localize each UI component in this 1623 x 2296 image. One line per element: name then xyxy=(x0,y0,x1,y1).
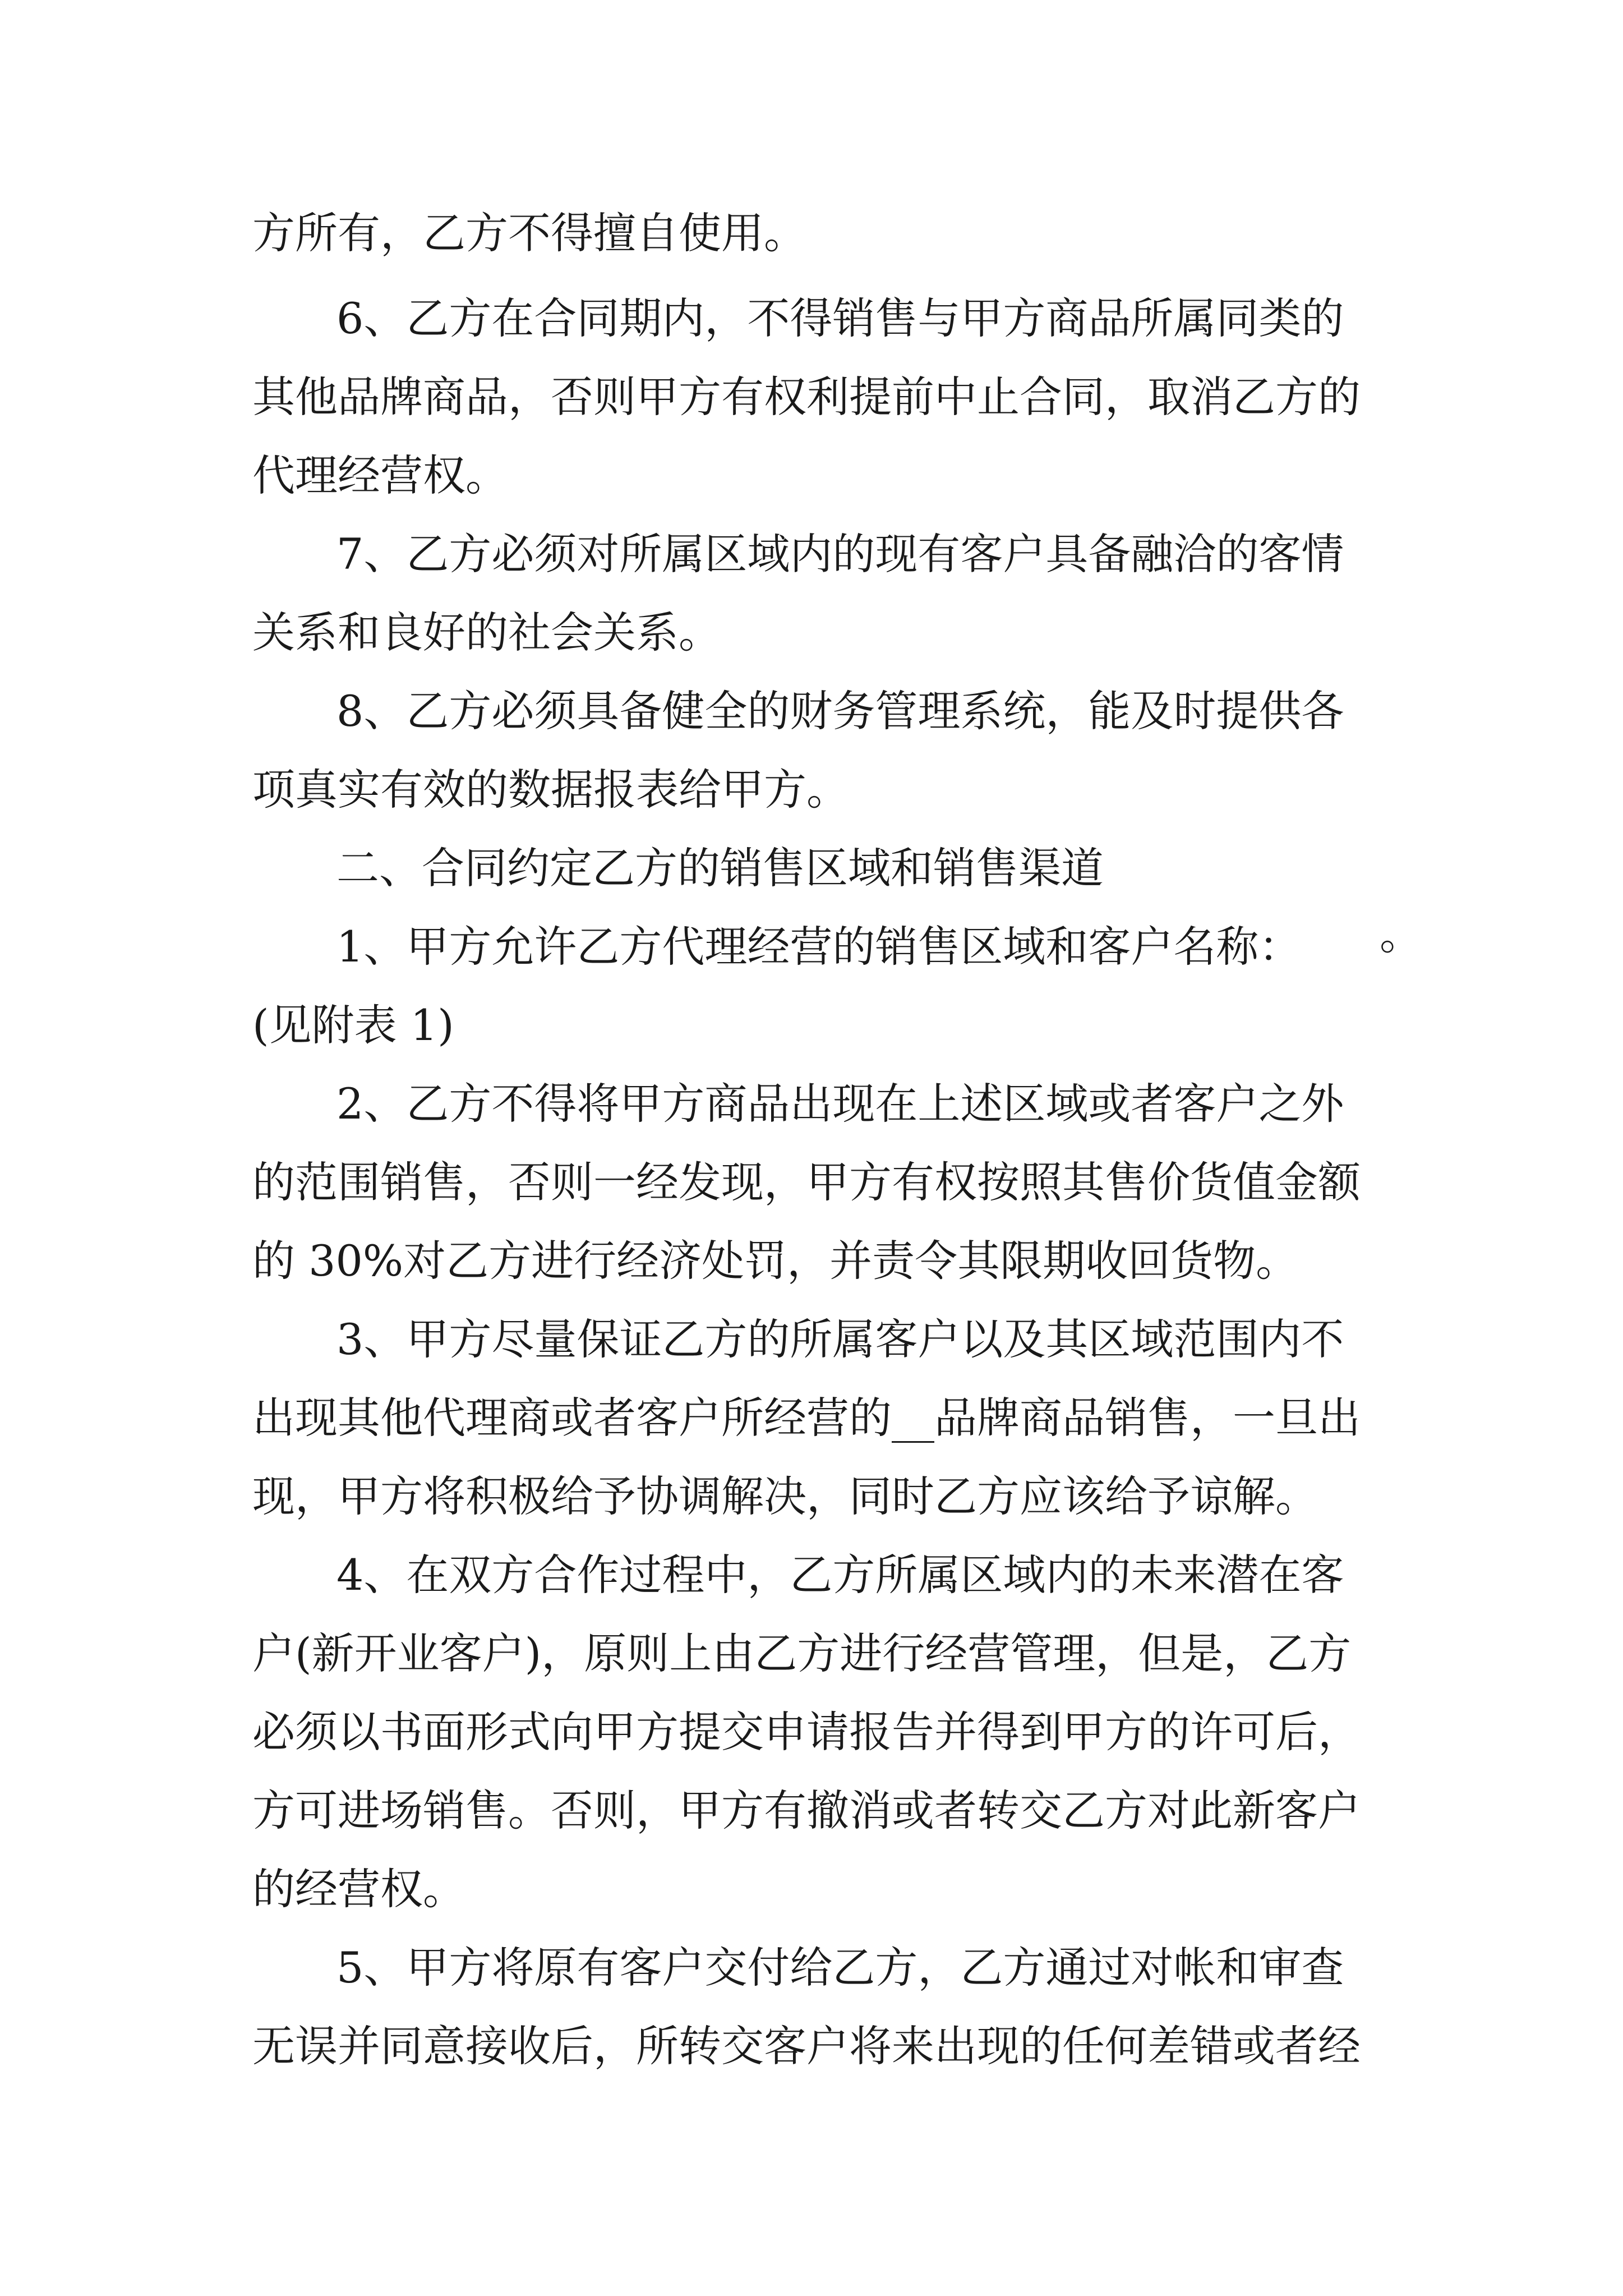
trailing-period: 。 xyxy=(1380,909,1422,959)
text-line: 项真实有效的数据报表给甲方。 xyxy=(252,765,849,815)
text-line: 方所有，乙方不得擅自使用。 xyxy=(252,208,806,258)
text-line: 必须以书面形式向甲方提交申请报告并得到甲方的许可后， xyxy=(252,1707,1361,1757)
text-line: (见附表 1) xyxy=(252,1000,454,1050)
text-line: 的 30%对乙方进行经济处罚，并责令其限期收回货物。 xyxy=(252,1236,1299,1286)
text-line: 其他品牌商品，否则甲方有权利提前中止合同，取消乙方的 xyxy=(252,372,1361,422)
clause-1-line: 1、甲方允许乙方代理经营的销售区域和客户名称： xyxy=(336,922,1302,972)
clause-3-line: 3、甲方尽量保证乙方的所属客户以及其区域范围内不 xyxy=(336,1314,1344,1364)
text-line: 现，甲方将积极给予协调解决，同时乙方应该给予谅解。 xyxy=(252,1471,1318,1521)
text-line: 代理经营权。 xyxy=(252,450,508,500)
section-heading: 二、合同约定乙方的销售区域和销售渠道 xyxy=(336,843,1104,893)
clause-7-line: 7、乙方必须对所属区域内的现有客户具备融洽的客情 xyxy=(336,529,1344,579)
text-line: 的范围销售，否则一经发现，甲方有权按照其售价货值金额 xyxy=(252,1157,1361,1207)
clause-2-line: 2、乙方不得将甲方商品出现在上述区域或者客户之外 xyxy=(336,1079,1344,1129)
clause-8-line: 8、乙方必须具备健全的财务管理系统，能及时提供各 xyxy=(336,686,1344,736)
text-line: 无误并同意接收后，所转交客户将来出现的任何差错或者经 xyxy=(252,2021,1361,2071)
text-line: 户(新开业客户)，原则上由乙方进行经营管理，但是，乙方 xyxy=(252,1628,1352,1678)
text-line: 出现其他代理商或者客户所经营的__品牌商品销售，一旦出 xyxy=(252,1393,1361,1443)
text-line: 关系和良好的社会关系。 xyxy=(252,608,721,657)
text-line: 的经营权。 xyxy=(252,1864,465,1914)
clause-5-line: 5、甲方将原有客户交付给乙方，乙方通过对帐和审查 xyxy=(336,1943,1344,1993)
clause-6-line: 6、乙方在合同期内，不得销售与甲方商品所属同类的 xyxy=(336,293,1344,343)
clause-4-line: 4、在双方合作过程中，乙方所属区域内的未来潜在客 xyxy=(336,1550,1344,1600)
text-line: 方可进场销售。否则，甲方有撤消或者转交乙方对此新客户 xyxy=(252,1786,1361,1835)
